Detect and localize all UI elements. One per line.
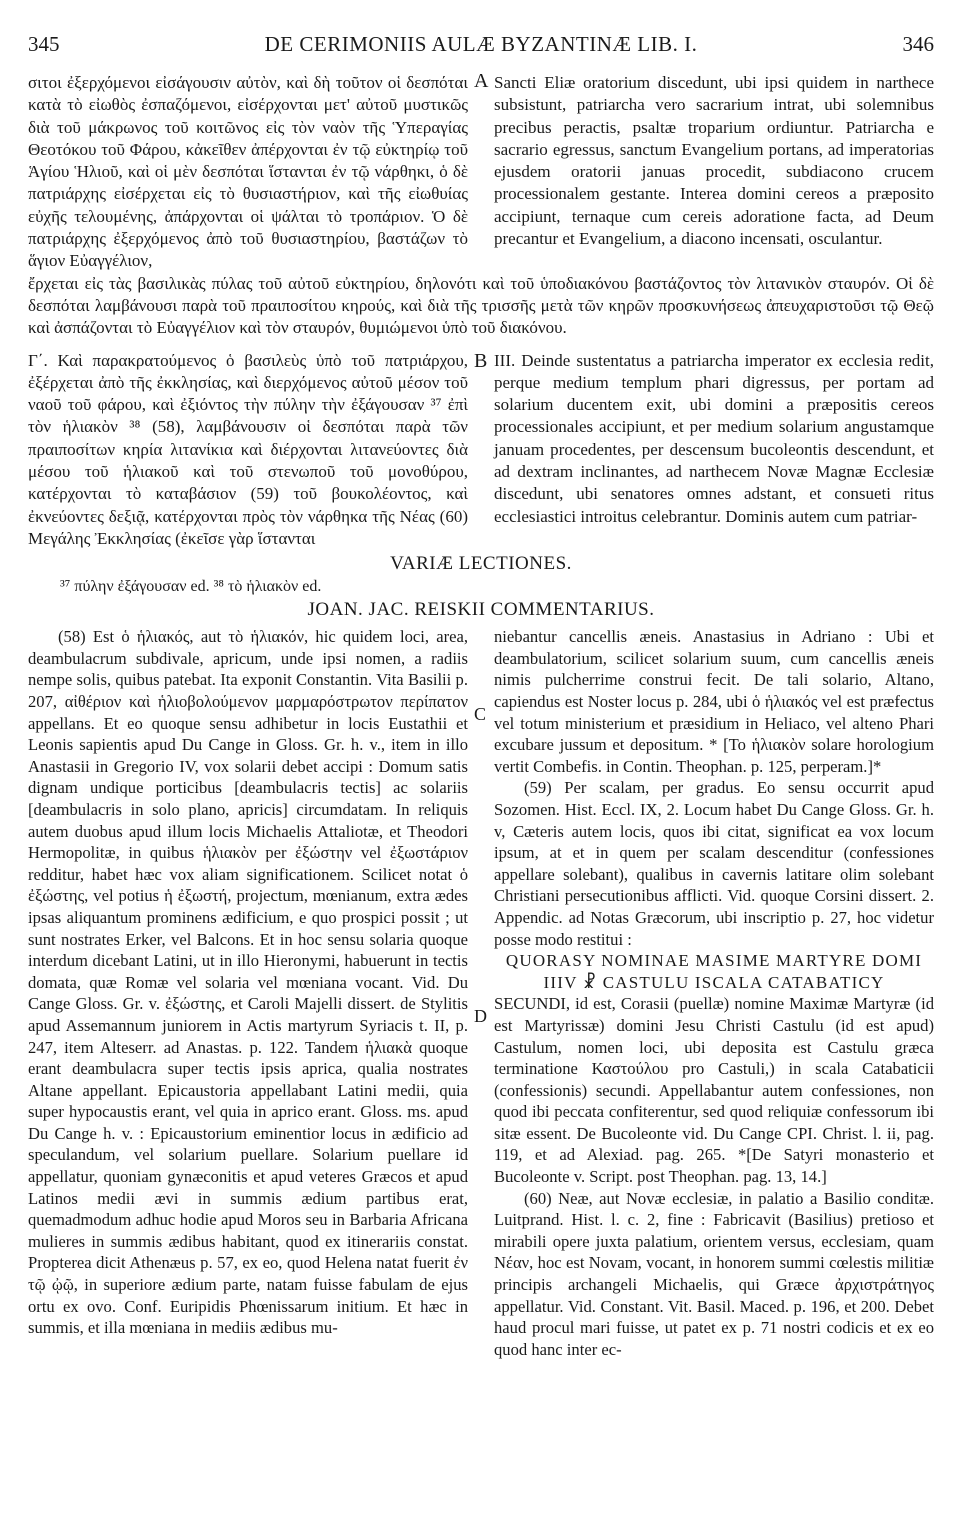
margin-marker-a: A <box>474 70 489 92</box>
commentary-right-column <box>494 626 934 1360</box>
greek-text-2: Γ΄. Καὶ παρακρατούμενος ὁ βασιλεὺς ὑπὸ τοῦ πατριάρχου, ἐξέρχεται ἀπὸ τῆς ἐκκλησίας, καὶ διερχόμενος αὐτοῦ μέσον τοῦ ναοῦ τοῦ φάρου, καὶ ἐξιόντος τὴν πύλην τὴν ἐξάγουσαν ³⁷ ἐπὶ τὸν ἡλιακὸν ³⁸ (58), λαμβάνουσιν οἱ δεσπόται παρὰ τῶν πραιποσίτων κηρία λιτανίκια καὶ διέρχονται λιτανεύοντες διὰ μέσου τοῦ ἡλιακοῦ καὶ τοῦ στενωποῦ τοῦ μονοθύρου, κατέρχονται τὸ καταβάσιον (59) τοῦ βουκολέοντος, καὶ ἐκνεύοντες δεξιᾷ, κατέρχονται πρὸς τὸν νάρθηκα τῆς Νέας (60) Μεγάλης Ἐκκλησίας (ἐκεῖσε γὰρ ἵστανται <box>28 350 468 548</box>
inscription: QUORASY NOMINAE MASIME MARTYRE DOMI IIIV ☧ CASTULU ISCALA CATABATICY <box>505 951 923 992</box>
book-page <box>28 18 934 1360</box>
variae-note: ³⁷ πύλην ἐξάγουσαν ed. ³⁸ τὸ ἡλιακὸν ed. <box>60 578 322 596</box>
latin-text-1: Sancti Eliæ oratorium discedunt, ubi ipsi quidem in narthece subsistunt, patriarcha vero sacrarium intrat, ubi solemnibus precibus peractis, psaltæ troparium ordiuntur. Patriarcha e sacrario egressus, sanctum Evangelium portans, ad imperatorias ejusdem oratorii januas procedit, subdiacono crucem processionalem gestante. Interea domini cereos a præposito accipiunt, ternaque cum cereis adoratione facta, ad Deum precantur et Evangelium, a diacono incensati, osculantur. <box>494 73 934 249</box>
latin-column-1 <box>494 72 934 273</box>
latin-text-2: III. Deinde sustentatus a patriarcha imperator ex ecclesia redit, perque medium templum phari digressus, per portam ad solarium ducentem exit, ubi domini a præpositis cereos processionales accipiunt, et per medium solarium angustamque januam procedentes, per descensum bucoleontis descendunt, et ad dextram inclinantes, ad narthecem Novæ Magnæ Ecclesiæ discedunt, ubi senatores omnes adstant, et consueti ritus ecclesiastici introitus celebrantur. Dominis autem cum patriar- <box>494 350 934 526</box>
running-title: DE CERIMONIIS AULÆ BYZANTINÆ LIB. I. <box>264 32 698 56</box>
margin-marker-d: D <box>474 1006 487 1027</box>
variae-heading: VARIÆ LECTIONES. <box>390 553 572 575</box>
latin-column-2 <box>494 350 934 551</box>
section-1-columns <box>28 72 934 273</box>
margin-marker-c: C <box>474 704 487 725</box>
greek-text-full: ἔρχεται εἰς τὰς βασιλικὰς πύλας τοῦ αὐτοῦ εὐκτηρίου, δηλονότι καὶ τοῦ ὑποδιακόνου βαστάζοντος τὸν λιτανικὸν σταυρόν. Οἱ δὲ δεσπόται λαμβάνουσι παρὰ τοῦ πραιποσίτου κηρούς, καὶ διὰ τῆς τρισσῆς μετὰ τῶν κηρῶν προσκυνήσεως ἀπευχαριστοῦσι τῷ Θεῷ καὶ ἀσπάζονται τὸ Εὐαγγέλιον καὶ τὸν σταυρόν, θυμιώμενοι ὑπὸ τοῦ διακόνου. <box>28 273 934 338</box>
margin-marker-b: B <box>474 349 488 372</box>
commentary-note-59: (59) Per scalam, per gradus. Eo sensu occurrit apud Sozomen. Hist. Eccl. IX, 2. Locum habet Du Cange Gloss. Gr. h. v, Cæteris autem locis, quos ibi citat, significat ea vox locum ipsum, at et in quem per scalam descenditur (confessiones appellare solebant), qualibus in cavernis latitare olim solebant Christiani persecutionibus afflicti. Vid. quoque Corsini dissert. 2. Appendic. ad Notas Græcorum, ubi inscriptio p. 27, hoc videtur posse modo restitui : <box>494 778 934 949</box>
greek-column-2 <box>28 350 468 551</box>
greek-full-width <box>28 273 934 340</box>
section-2-columns <box>28 350 934 551</box>
page-number-right: 346 <box>902 32 934 56</box>
commentary-note-60: (60) Neæ, aut Novæ ecclesiæ, in palatio a Basilio conditæ. Luitprand. Hist. l. c. 2, fine : Fabricavit (Basilius) pretioso et mirabili opere juxta palatium, orientem versus, ecclesiam, quam Νέαν, hoc est Novam, vocant, in honorem summi cœlestis militiæ principis archangeli Michaelis, qui Græce ἀρχιστράτηγος appellatur. Vid. Constant. Vit. Basil. Maced. p. 196, et 200. Debet haud procul mari fuisse, ut patet ex p. 71 nostri codicis et ex eo quod hanc inter ec- <box>494 1188 934 1359</box>
commentary-note-59-cont: SECUNDI, id est, Corasii (puellæ) nomine Maximæ Martyræ (id est Martyrissæ) domini Jesu Christi Castulu (id est apud) Castulum, nomen loci, ubi deposita est Castulu græca terminatione Καστούλου pro Castuli,) in scala Catabaticii (confessionis) secundi. Appellabantur autem confessiones, non quod ibi peccata confiterentur, sed quod reliquiæ confessorum ibi sitæ essent. De Bucoleonte vid. Du Cange CPI. Christ. l. ii, pag. 119, et ad Alexiad. pag. 265. *[De Satyri monasterio et Bucoleonte v. Script. post Theophan. pag. 13, 14.] <box>494 994 934 1187</box>
commentary-columns <box>28 626 934 1360</box>
greek-text-1: σιτοι ἐξερχόμενοι εἰσάγουσιν αὐτὸν, καὶ δὴ τοῦτον οἱ δεσπόται κατὰ τὸ εἰωθὸς ἐσπαζόμενοι, εἰσέρχονται μετ' αὐτοῦ μυστικῶς διὰ τοῦ μάκρωνος τοῦ κοιτῶνος εἰς τὸν ναὸν τῆς Ὑπεραγίας Θεοτόκου τοῦ Φάρου, κἀκεῖθεν ἀπέρχονται ἐν τῷ εὐκτηρίῳ τοῦ Ἁγίου Ἡλιοῦ, καὶ οἱ μὲν δεσπόται ἵστανται ἐν τῷ νάρθηκι, ὁ δὲ πατριάρχης εἰσέρχεται εἰς τὸ θυσιαστήριον, καὶ τῆς εἰωθυίας εὐχῆς τελουμένης, ἀπάρχονται οἱ ψάλται τὸ τροπάριον. Ὁ δὲ πατριάρχης ἐξερχόμενος ἀπὸ τοῦ θυσιαστηρίου, βαστάζων τὸ ἅγιον Εὐαγγέλιον, <box>28 73 468 271</box>
commentary-heading: JOAN. JAC. REISKII COMMENTARIUS. <box>307 599 655 621</box>
commentary-left-column <box>28 626 468 1360</box>
commentary-note-58: (58) Est ὁ ἡλιακός, aut τὸ ἡλιακόν, hic quidem loci, area, deambulacrum subdivale, apricum, unde ipsi nomen, a radiis nempe solis, quibus patebat. Ita exponit Constantin. Vita Basilii p. 207, αἰθέριον καὶ ἡλιοβολούμενον μαρμαρόστρωτον περίπατον appellans. Et eo quoque sensu adhibetur in locis Eustathii et Leonis sapientis apud Du Cange in Gloss. Gr. h. v., item in illo Anastasii in Gregorio IV, vox solarii debet accipi : Domum satis dignam undique porticibus [deambulacris tectis] ac solariis [deambulacris in solo plano, apricis] circumdatam. In reliquis autem duobus apud illum locis Michaelis Attaliotæ, et Theodori Hermopolitæ, in quibus ἡλιακὸν per ἐξώστην vel ἐξωστάριον redditur, habet hæc vox aliam significationem. Scilicet notat ὁ ἐξώστης, vel potius ἡ ἐξωστή, projectum, mœnianum, extra ædes ipsas aliquantum prominens ædificium, e quo prospici possit ; ut sunt nostrates Erker, vel Balcons. Et in hoc sensu solaria quoque interdum dicebant Latini, ut in illo Hieronymi, habuerunt in tectis domata, quæ Romæ vel solaria vel mœniana vocant. Vid. Du Cange Gloss. Gr. v. ἐξώστης, et Caroli Majelli dissert. de Stylitis apud Assemannum juniorem in Actis martyrum Syriacis t. II, p. 247, item Alteserr. ad Anastas. p. 122. Tandem ἡλιακὰ quoque erant deambulacra super tectis ipsis aprica, qualia nostrates Altane appellant. Epicaustoria appellabant Latini medii, quia super hypocaustis erant, vel quia in aprico erant. Gloss. ms. apud Du Cange h. v. : Epicaustorium eminentior locus in ædificio ad speculandum, vel solarium puellare. Solarium puellare id appellatur, quoniam gynæconitis et apud veteres Græcos et apud Latinos medii ævi in summis ædium partibus erat, quemadmodum adhuc hodie apud Moros seu in Barbaria Africana mulieres in summis ædibus habitant, quod ex itinerariis constat. Propterea dicit Athenæus p. 57, ex eo, quod Helena natat fuerit ἐν τῷ ᾠῷ, in superiore ædium parte, natam fuisse fabulam de ejus ortu ex ovo. Conf. Euripidis Phœnissarum initium. Et hæc in summis, et illa mœniana in mediis ædibus mu- <box>28 627 468 1338</box>
greek-column-1 <box>28 72 468 273</box>
running-header <box>28 18 934 56</box>
commentary-note-58-cont: niebantur cancellis æneis. Anastasius in Adriano : Ubi et deambulatorium, scilicet solarium suum, cum cancellis æneis nimis pulcherrime construi fecit. De tali solario, Altano, capiendus est Noster locus p. 284, ubi ὁ ἡλιακός vel est præfectus vel totum ministerium et præsidium in Heliaco, vel alteno Phari excubare jussum et depositum. * [To ἡλιακὸν solare horologium vertit Combefis. in Contin. Theophan. p. 125, perperam.]* <box>494 627 934 776</box>
page-number-left: 345 <box>28 32 60 56</box>
